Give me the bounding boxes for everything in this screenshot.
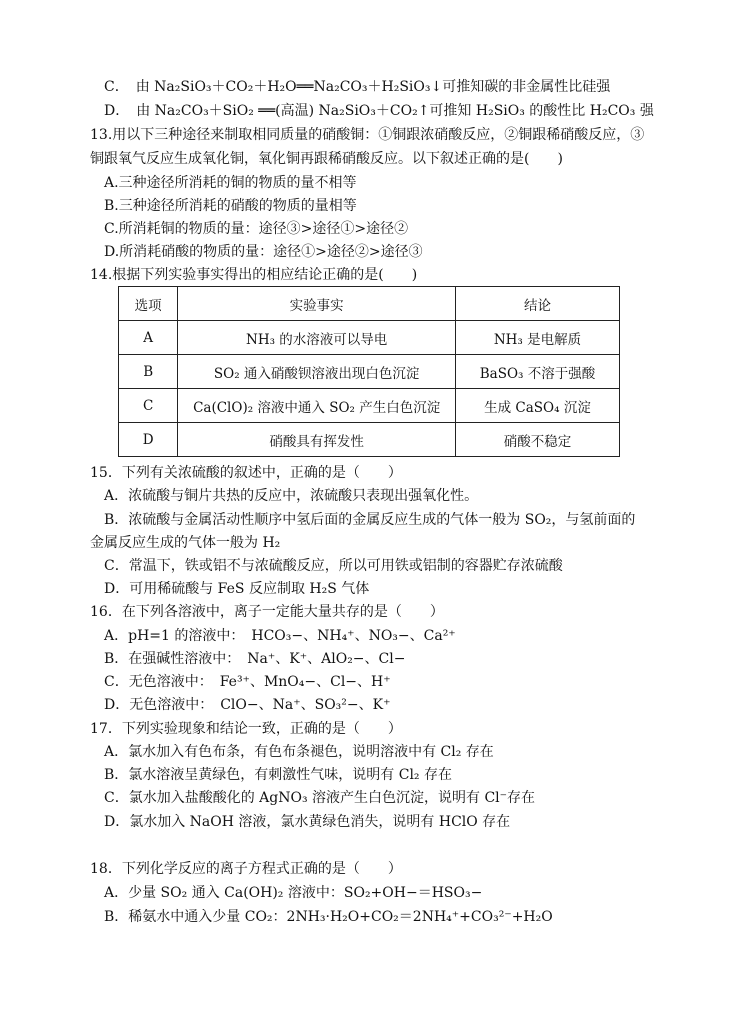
q12-option-c: C． 由 Na₂SiO₃＋CO₂＋H₂O══Na₂CO₃＋H₂SiO₃↓可推知碳的非金属性比硅强 — [104, 79, 611, 95]
q17-stem: 17．下列实验现象和结论一致，正确的是（ ） — [90, 721, 402, 737]
table-cell: C — [119, 389, 178, 423]
q15-option-c: C．常温下，铁或铝不与浓硫酸反应，所以可用铁或铝制的容器贮存浓硫酸 — [104, 558, 563, 574]
q15-option-d: D．可用稀硫酸与 FeS 反应制取 H₂S 气体 — [104, 581, 370, 597]
table-cell: B — [119, 355, 178, 389]
q13-option-b: B.三种途径所消耗的硝酸的物质的量相等 — [104, 198, 357, 214]
q17-option-d: D．氯水加入 NaOH 溶液，氯水黄绿色消失，说明有 HClO 存在 — [104, 814, 511, 830]
table-row — [119, 389, 620, 423]
q15-option-b-line1: B．浓硫酸与金属活动性顺序中氢后面的金属反应生成的气体一般为 SO₂，与氢前面的 — [104, 512, 636, 528]
table-cell: D — [119, 423, 178, 457]
q13-option-c: C.所消耗铜的物质的量：途径③>途径①>途径② — [104, 221, 409, 237]
q16-option-d: D．无色溶液中： ClO−、Na⁺、SO₃²−、K⁺ — [104, 697, 391, 713]
q17-option-b: B．氯水溶液呈黄绿色，有刺激性气味，说明有 Cl₂ 存在 — [104, 767, 452, 783]
table-header-conclusion: 结论 — [455, 287, 619, 321]
q15-stem: 15．下列有关浓硫酸的叙述中，正确的是（ ） — [90, 465, 402, 481]
q13-stem-line1: 13.用以下三种途径来制取相同质量的硝酸铜：①铜跟浓硝酸反应，②铜跟稀硝酸反应，③ — [90, 127, 645, 143]
q14-table — [118, 286, 620, 457]
table-header-row — [119, 287, 620, 321]
q16-stem: 16．在下列各溶液中，离子一定能大量共存的是（ ） — [90, 604, 444, 620]
q13-option-d: D.所消耗硝酸的物质的量：途径①>途径②>途径③ — [104, 244, 423, 260]
q18-option-b: B．稀氨水中通入少量 CO₂：2NH₃·H₂O+CO₂＝2NH₄⁺+CO₃²⁻+H₂O — [104, 909, 553, 925]
table-cell: 硝酸不稳定 — [455, 423, 619, 457]
q15-option-b-line2: 金属反应生成的气体一般为 H₂ — [90, 535, 281, 551]
q13-option-a: A.三种途径所消耗的铜的物质的量不相等 — [104, 175, 357, 191]
table-cell: NH₃ 的水溶液可以导电 — [178, 321, 456, 355]
q17-option-c: C．氯水加入盐酸酸化的 AgNO₃ 溶液产生白色沉淀，说明有 Cl⁻存在 — [104, 790, 536, 806]
q16-option-b: B．在强碱性溶液中： Na⁺、K⁺、AlO₂−、Cl− — [104, 651, 406, 667]
table-cell: SO₂ 通入硝酸钡溶液出现白色沉淀 — [178, 355, 456, 389]
q17-option-a: A．氯水加入有色布条，有色布条褪色，说明溶液中有 Cl₂ 存在 — [104, 744, 494, 760]
q12-option-d: D． 由 Na₂CO₃＋SiO₂ ══(高温) Na₂SiO₃＋CO₂↑可推知 H₂SiO₃ 的酸性比 H₂CO₃ 强 — [104, 103, 654, 119]
table-row — [119, 355, 620, 389]
table-cell: A — [119, 321, 178, 355]
q16-option-a: A．pH=1 的溶液中： HCO₃−、NH₄⁺、NO₃−、Ca²⁺ — [104, 628, 456, 644]
q18-option-a: A．少量 SO₂ 通入 Ca(OH)₂ 溶液中：SO₂+OH−＝HSO₃− — [104, 885, 483, 901]
q16-option-c: C．无色溶液中： Fe³⁺、MnO₄−、Cl−、H⁺ — [104, 674, 391, 690]
table-header-fact: 实验事实 — [178, 287, 456, 321]
table-cell: 硝酸具有挥发性 — [178, 423, 456, 457]
table-cell: BaSO₃ 不溶于强酸 — [455, 355, 619, 389]
table-row — [119, 423, 620, 457]
q15-option-a: A．浓硫酸与铜片共热的反应中，浓硫酸只表现出强氧化性。 — [104, 488, 479, 504]
q13-stem-line2: 铜跟氧气反应生成氧化铜，氧化铜再跟稀硝酸反应。以下叙述正确的是( ) — [90, 151, 563, 167]
table-cell: 生成 CaSO₄ 沉淀 — [455, 389, 619, 423]
table-cell: Ca(ClO)₂ 溶液中通入 SO₂ 产生白色沉淀 — [178, 389, 456, 423]
q18-stem: 18．下列化学反应的离子方程式正确的是（ ） — [90, 861, 402, 877]
table-header-option: 选项 — [119, 287, 178, 321]
q14-stem: 14.根据下列实验事实得出的相应结论正确的是( ) — [90, 267, 418, 283]
table-cell: NH₃ 是电解质 — [455, 321, 619, 355]
table-row — [119, 321, 620, 355]
